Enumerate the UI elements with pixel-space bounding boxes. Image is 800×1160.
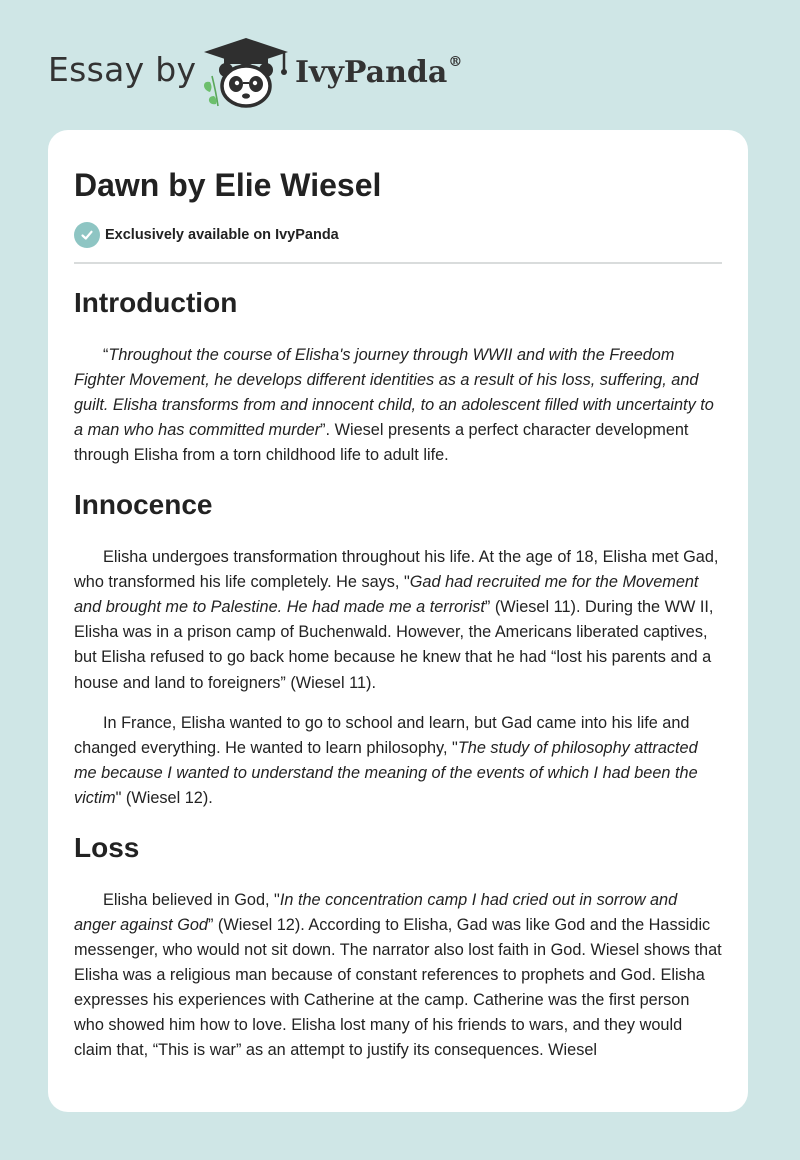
registered-mark: ®	[448, 54, 463, 70]
essay-card	[48, 130, 748, 1112]
brand-name[interactable]: IvyPanda®	[295, 54, 463, 90]
paragraph: “Throughout the course of Elisha's journey through WWII and with the Freedom Fighter Movement, he develops different identities as a result of his loss, suffering, and guilt. Elisha transforms from and innocent child, to an adolescent filled with uncertainty to a man who has committed murder”. Wiesel presents a perfect character development through Elisha from a torn childhood life to adult life.	[74, 345, 714, 465]
paragraph: Elisha undergoes transformation throughout his life. At the age of 18, Elisha met Gad, who transformed his life completely. He says, "Gad had recruited me for the Movement and brought me to Palestine. He had made me a terrorist” (Wiesel 11). During the WW II, Elisha was in a prison camp of Buchenwald. However, the Americans liberated captives, but Elisha refused to go back home because he knew that he had “lost his parents and a house and land to foreigners” (Wiesel 11).	[74, 548, 719, 692]
paragraph: Elisha believed in God, "In the concentration camp I had cried out in sorrow and anger against God” (Wiesel 12). According to Elisha, Gad was like God and the Hassidic messenger, who would not sit down. The narrator also lost faith in God. Wiesel shows that Elisha was a religious man because of constant references to prophets and God. Elisha expresses his experiences with Catherine at the camp. Catherine was the first person who showed him how to love. Elisha lost many of his friends to wars, and they would claim that, “This is war” as an attempt to justify its consequences. Wiesel	[74, 890, 722, 1060]
title-divider	[74, 262, 722, 264]
section-heading-loss: Loss	[74, 831, 140, 863]
exclusive-badge	[74, 222, 722, 248]
panda-logo-icon[interactable]	[200, 36, 292, 108]
section-heading-introduction: Introduction	[74, 287, 238, 319]
check-icon	[74, 222, 100, 248]
section-heading-innocence: Innocence	[74, 489, 213, 521]
page-title: Dawn by Elie Wiesel	[74, 167, 382, 203]
brand-prefix: Essay by	[48, 50, 197, 89]
paragraph: In France, Elisha wanted to go to school and learn, but Gad came into his life and changed everything. He wanted to learn philosophy, "The study of philosophy attracted me because I wanted to understand the meaning of the events of which I had been the victim" (Wiesel 12).	[74, 713, 698, 807]
site-header	[0, 0, 800, 130]
exclusive-badge-label: Exclusively available on IvyPanda	[105, 227, 339, 244]
